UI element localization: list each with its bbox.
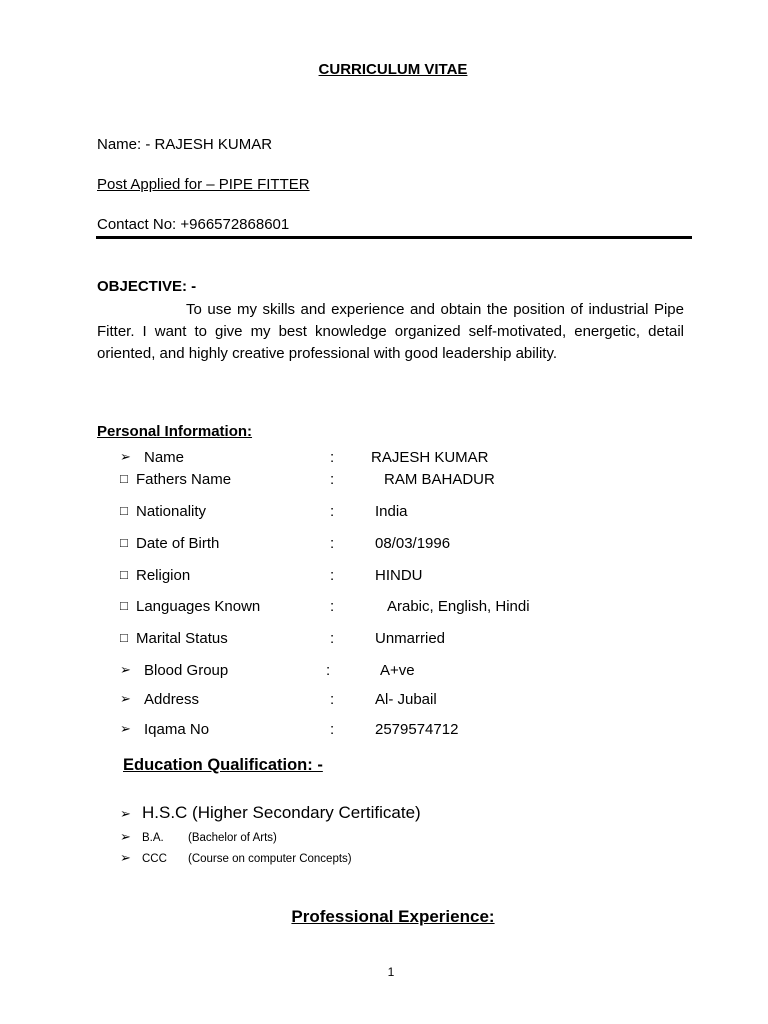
info-label: Address — [144, 691, 200, 708]
square-bullet-icon: □ — [120, 471, 128, 486]
info-value: RAM BAHADUR — [384, 471, 495, 488]
info-value: Arabic, English, Hindi — [387, 598, 530, 615]
info-colon: : — [330, 503, 335, 520]
arrow-bullet-icon: ➢ — [120, 829, 131, 844]
info-label: Nationality — [136, 503, 207, 520]
arrow-bullet-icon: ➢ — [120, 721, 131, 736]
info-colon: : — [330, 449, 335, 466]
document-title: CURRICULUM VITAE — [318, 61, 468, 78]
info-value: A+ve — [380, 662, 415, 679]
info-colon: : — [330, 598, 335, 615]
info-label: Languages Known — [136, 598, 261, 615]
info-value: 2579574712 — [375, 721, 459, 738]
arrow-bullet-icon: ➢ — [120, 850, 131, 865]
info-colon: : — [330, 535, 335, 552]
info-label: Blood Group — [144, 662, 229, 679]
education-heading: Education Qualification: - — [123, 756, 323, 774]
info-label: Date of Birth — [136, 535, 220, 552]
info-value: 08/03/1996 — [375, 535, 451, 552]
square-bullet-icon: □ — [120, 598, 128, 613]
personal-info-heading: Personal Information: — [97, 423, 253, 440]
professional-experience-heading: Professional Experience: — [291, 907, 495, 926]
education-item-ba — [120, 829, 277, 845]
objective-heading: OBJECTIVE: - — [97, 278, 197, 295]
header-divider — [96, 236, 692, 239]
info-label: Name — [144, 449, 185, 466]
arrow-bullet-icon: ➢ — [120, 662, 131, 677]
education-item-text: H.S.C (Higher Secondary Certificate) — [142, 803, 421, 822]
square-bullet-icon: □ — [120, 535, 128, 550]
post-applied-line: Post Applied for – PIPE FITTER — [97, 176, 310, 193]
objective-text: To use my skills and experience and obtain the position of industrial Pipe Fitter. I want to give my best knowledge organized self-motivated, energetic, detail oriented, and highly creative professional with good leadership ability. — [97, 301, 684, 362]
arrow-bullet-icon: ➢ — [120, 691, 131, 706]
info-colon: : — [330, 630, 335, 647]
square-bullet-icon: □ — [120, 503, 128, 518]
arrow-bullet-icon: ➢ — [120, 806, 131, 821]
square-bullet-icon: □ — [120, 567, 128, 582]
info-value: Unmarried — [375, 630, 446, 647]
education-item-text: (Bachelor of Arts) — [188, 832, 277, 844]
info-colon: : — [330, 471, 335, 488]
contact-number-line: Contact No: +966572868601 — [97, 216, 290, 233]
info-label: Religion — [136, 567, 191, 584]
education-item-text: (Course on computer Concepts) — [188, 853, 352, 865]
info-colon: : — [330, 721, 335, 738]
info-colon: : — [330, 691, 335, 708]
info-label: Fathers Name — [136, 471, 232, 488]
info-value: HINDU — [375, 567, 423, 584]
education-item-abbr: B.A. — [142, 832, 164, 844]
education-item-hsc — [120, 803, 421, 823]
applicant-name-line: Name: - RAJESH KUMAR — [97, 136, 273, 153]
education-item-ccc — [120, 850, 352, 866]
info-value: Al- Jubail — [375, 691, 437, 708]
info-label: Marital Status — [136, 630, 228, 647]
info-colon: : — [330, 567, 335, 584]
square-bullet-icon: □ — [120, 630, 128, 645]
education-item-abbr: CCC — [142, 853, 167, 865]
arrow-bullet-icon: ➢ — [120, 449, 131, 464]
info-value: India — [375, 503, 408, 520]
info-colon: : — [326, 662, 331, 679]
info-label: Iqama No — [144, 721, 210, 738]
info-value: RAJESH KUMAR — [371, 449, 489, 466]
page-number: 1 — [387, 965, 395, 979]
